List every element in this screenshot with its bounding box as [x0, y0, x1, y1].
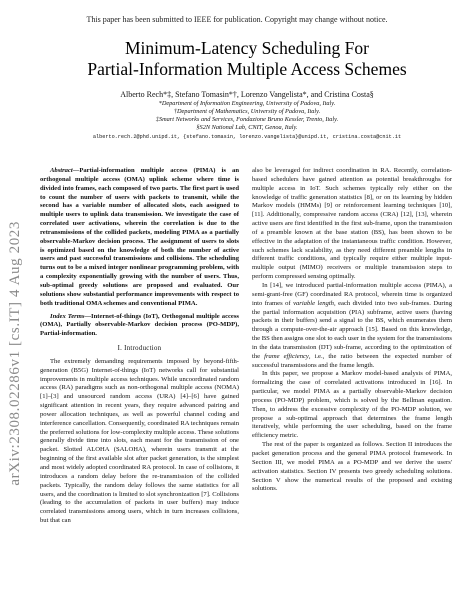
right-paragraph-4: The rest of the paper is organized as follows. Section II introduces the packet generation process and the general PIMA protocol framework. In Section III, we model PIMA as a PO-MDP and we derive the users' activation statistics. Section IV presents two greedy scheduling solutions. Section V show the numerical results of the proposed and existing solutions.: [252, 441, 452, 493]
right-paragraph-2-part-c: , i.e., the ratio between the expected number of successful transmissions and the frame length.: [252, 352, 452, 369]
right-paragraph-2: [252, 282, 452, 370]
author-list: Alberto Rech*‡, Stefano Tomasin*†, Lorenzo Vangelista*, and Cristina Costa§: [120, 90, 374, 99]
left-column: [40, 167, 239, 526]
affiliation-4: §S2N National Lab, CNIT, Genoa, Italy.: [196, 124, 298, 131]
abstract-label: Abstract: [50, 167, 73, 174]
section-heading-introduction: I. Introduction: [117, 345, 162, 353]
title-line-2: Partial-Information Multiple Access Schemes: [87, 59, 407, 79]
copyright-notice: This paper has been submitted to IEEE for publication. Copyright may change without notice.: [86, 15, 388, 24]
affiliation-2: †Department of Mathematics, University of Padova, Italy.: [173, 108, 321, 115]
author-emails: alberto.rech.2@phd.unipd.it, {stefano.tomasin, lorenzo.vangelista}@unipd.it, cristina.costa@cnit.it: [92, 134, 402, 140]
variable-length-term: variable length: [293, 299, 334, 307]
right-paragraph-2-part-b: , each divided into two sub-frames. During the partial information acquisition (PIA) subframe, active users (having packets in their buffers) send a signal to the BS, which enumerates them through a compute-over-the-air approach [15]. Based on this knowledge, the BS then assigns one slot to each user in the system for the transmissions in the data transmission (DT) sub-frame, according to the optimization of the: [252, 299, 452, 360]
affiliation-3: ‡Smart Networks and Services, Fondazione Bruno Kessler, Trento, Italy.: [155, 116, 339, 123]
affiliation-1: *Department of Information Engineering, University of Padova, Italy.: [158, 100, 336, 107]
author-block: [40, 89, 454, 141]
arxiv-identifier: arXiv:2308.02286v1 [cs.IT] 4 Aug 2023: [6, 220, 23, 486]
right-paragraph-3: In this paper, we propose a Markov model-based analysis of PIMA, formalizing the case of correlated activations introduced in [16]. In particular, we model PIMA as a partially observable-Markov decision process (PO-MDP) problem, which is solved by the Bellman equation. Then, to address the excessive complexity of the PO-MDP solution, we propose a sub-optimal approach that determines the frame length iteratively, while performing the user scheduling, based on the frame efficiency metric.: [252, 370, 452, 440]
arxiv-identifier-stamp: [3, 118, 27, 588]
index-terms-label: Index Terms: [50, 312, 85, 320]
index-terms: [40, 313, 239, 340]
index-terms-text: —Internet-of-things (IoT), Orthogonal multiple access (OMA), Partially observable-Markov decision process (PO-MDP), Partial-information.: [40, 312, 239, 338]
intro-paragraph-1: The extremely demanding requirements imposed by beyond-fifth-generation (B5G) Internet-of-things (IoT) networks call for substantial improvements in multiple access techniques. While uncoordinated random access (RA) paradigms such as non-orthogonal multiple access (NOMA) [1]–[3] and unsourced random access (URA) [4]–[6] have gained significant attention in recent years, they require advanced pairing and power allocation techniques, as well as powerful channel coding and interference cancellation. Consequently, coordinated RA techniques remain the preferred solutions for low-complexity multiple access. These solutions generally divide time into slots, each meant for the transmission of one packet. Slotted ALOHA (SALOHA), wherein users transmit at the beginning of the first available slot after packet generation, is the simplest and most widely adopted coordinated RA protocol. In case of collisions, it introduces a random delay before the re-transmission of the collided packets. Typically, the random delay follows the same statistics for all users, and the coordination is limited to slot synchronization [7]. Collisions (leading to the accumulation of packets in user buffers) may induce correlated transmissions among users, which in turn increases collisions, but that can: [40, 357, 239, 525]
right-column: [252, 167, 452, 494]
frame-efficiency-term: frame efficiency: [264, 352, 309, 360]
right-paragraph-2-part-a: In [14], we introduced partial-information multiple access (PIMA), a semi-grant-free (GF) coordinated RA protocol, wherein time is organized into frames of: [252, 281, 452, 307]
right-paragraph-1: also be leveraged for indirect coordination in RA. Recently, correlation-based schedulers have gained attention as potential breakthroughs for multiple access in IoT. Such schemes typically rely either on the knowledge of traffic generation statistics [8], or on its learning by hidden Markov models (HMMs) [9] or reinforcement learning techniques [10], [11]. Additionally, compressive random access (CRA) [12], [13], wherein active users are first identified in the first sub-frame, upon the transmission of a preamble known at the base station (BS), has been shown to be effective in the adaptation of the instantaneous traffic condition. However, such schemes lack scalability, as they need different preamble lengths in different traffic conditions, and typically require either multiple input-multiple output (MIMO) receivers or multiple transmission steps to perform compressed sensing optimally.: [252, 167, 452, 281]
abstract-text: —Partial-information multiple access (PIMA) is an orthogonal multiple access (OMA) uplink scheme where time is divided into frames, each composed of two parts. The first part is used to count the number of users with packets to transmit, while the second has a variable number of allocated slots, each assigned to multiple users to uplink data transmission. We investigate the case of correlated user activations, wherein the correlation is due to the retransmissions of the collided packets, modeling PIMA as a partially observable-Markov decision process. The assignment of users to slots is optimized based on the knowledge of both the number of active users and past successful transmissions and collisions. The scheduling turns out to be a mixed integer nonlinear programming problem, with a complexity exponentially growing with the number of users. Thus, sub-optimal greedy solutions are proposed and evaluated. Our solutions show substantial performance improvements with respect to both traditional OMA schemes and conventional PIMA.: [40, 167, 239, 307]
abstract: [40, 167, 239, 309]
paper-title: [40, 38, 454, 80]
title-line-1: Minimum-Latency Scheduling For: [125, 38, 369, 58]
